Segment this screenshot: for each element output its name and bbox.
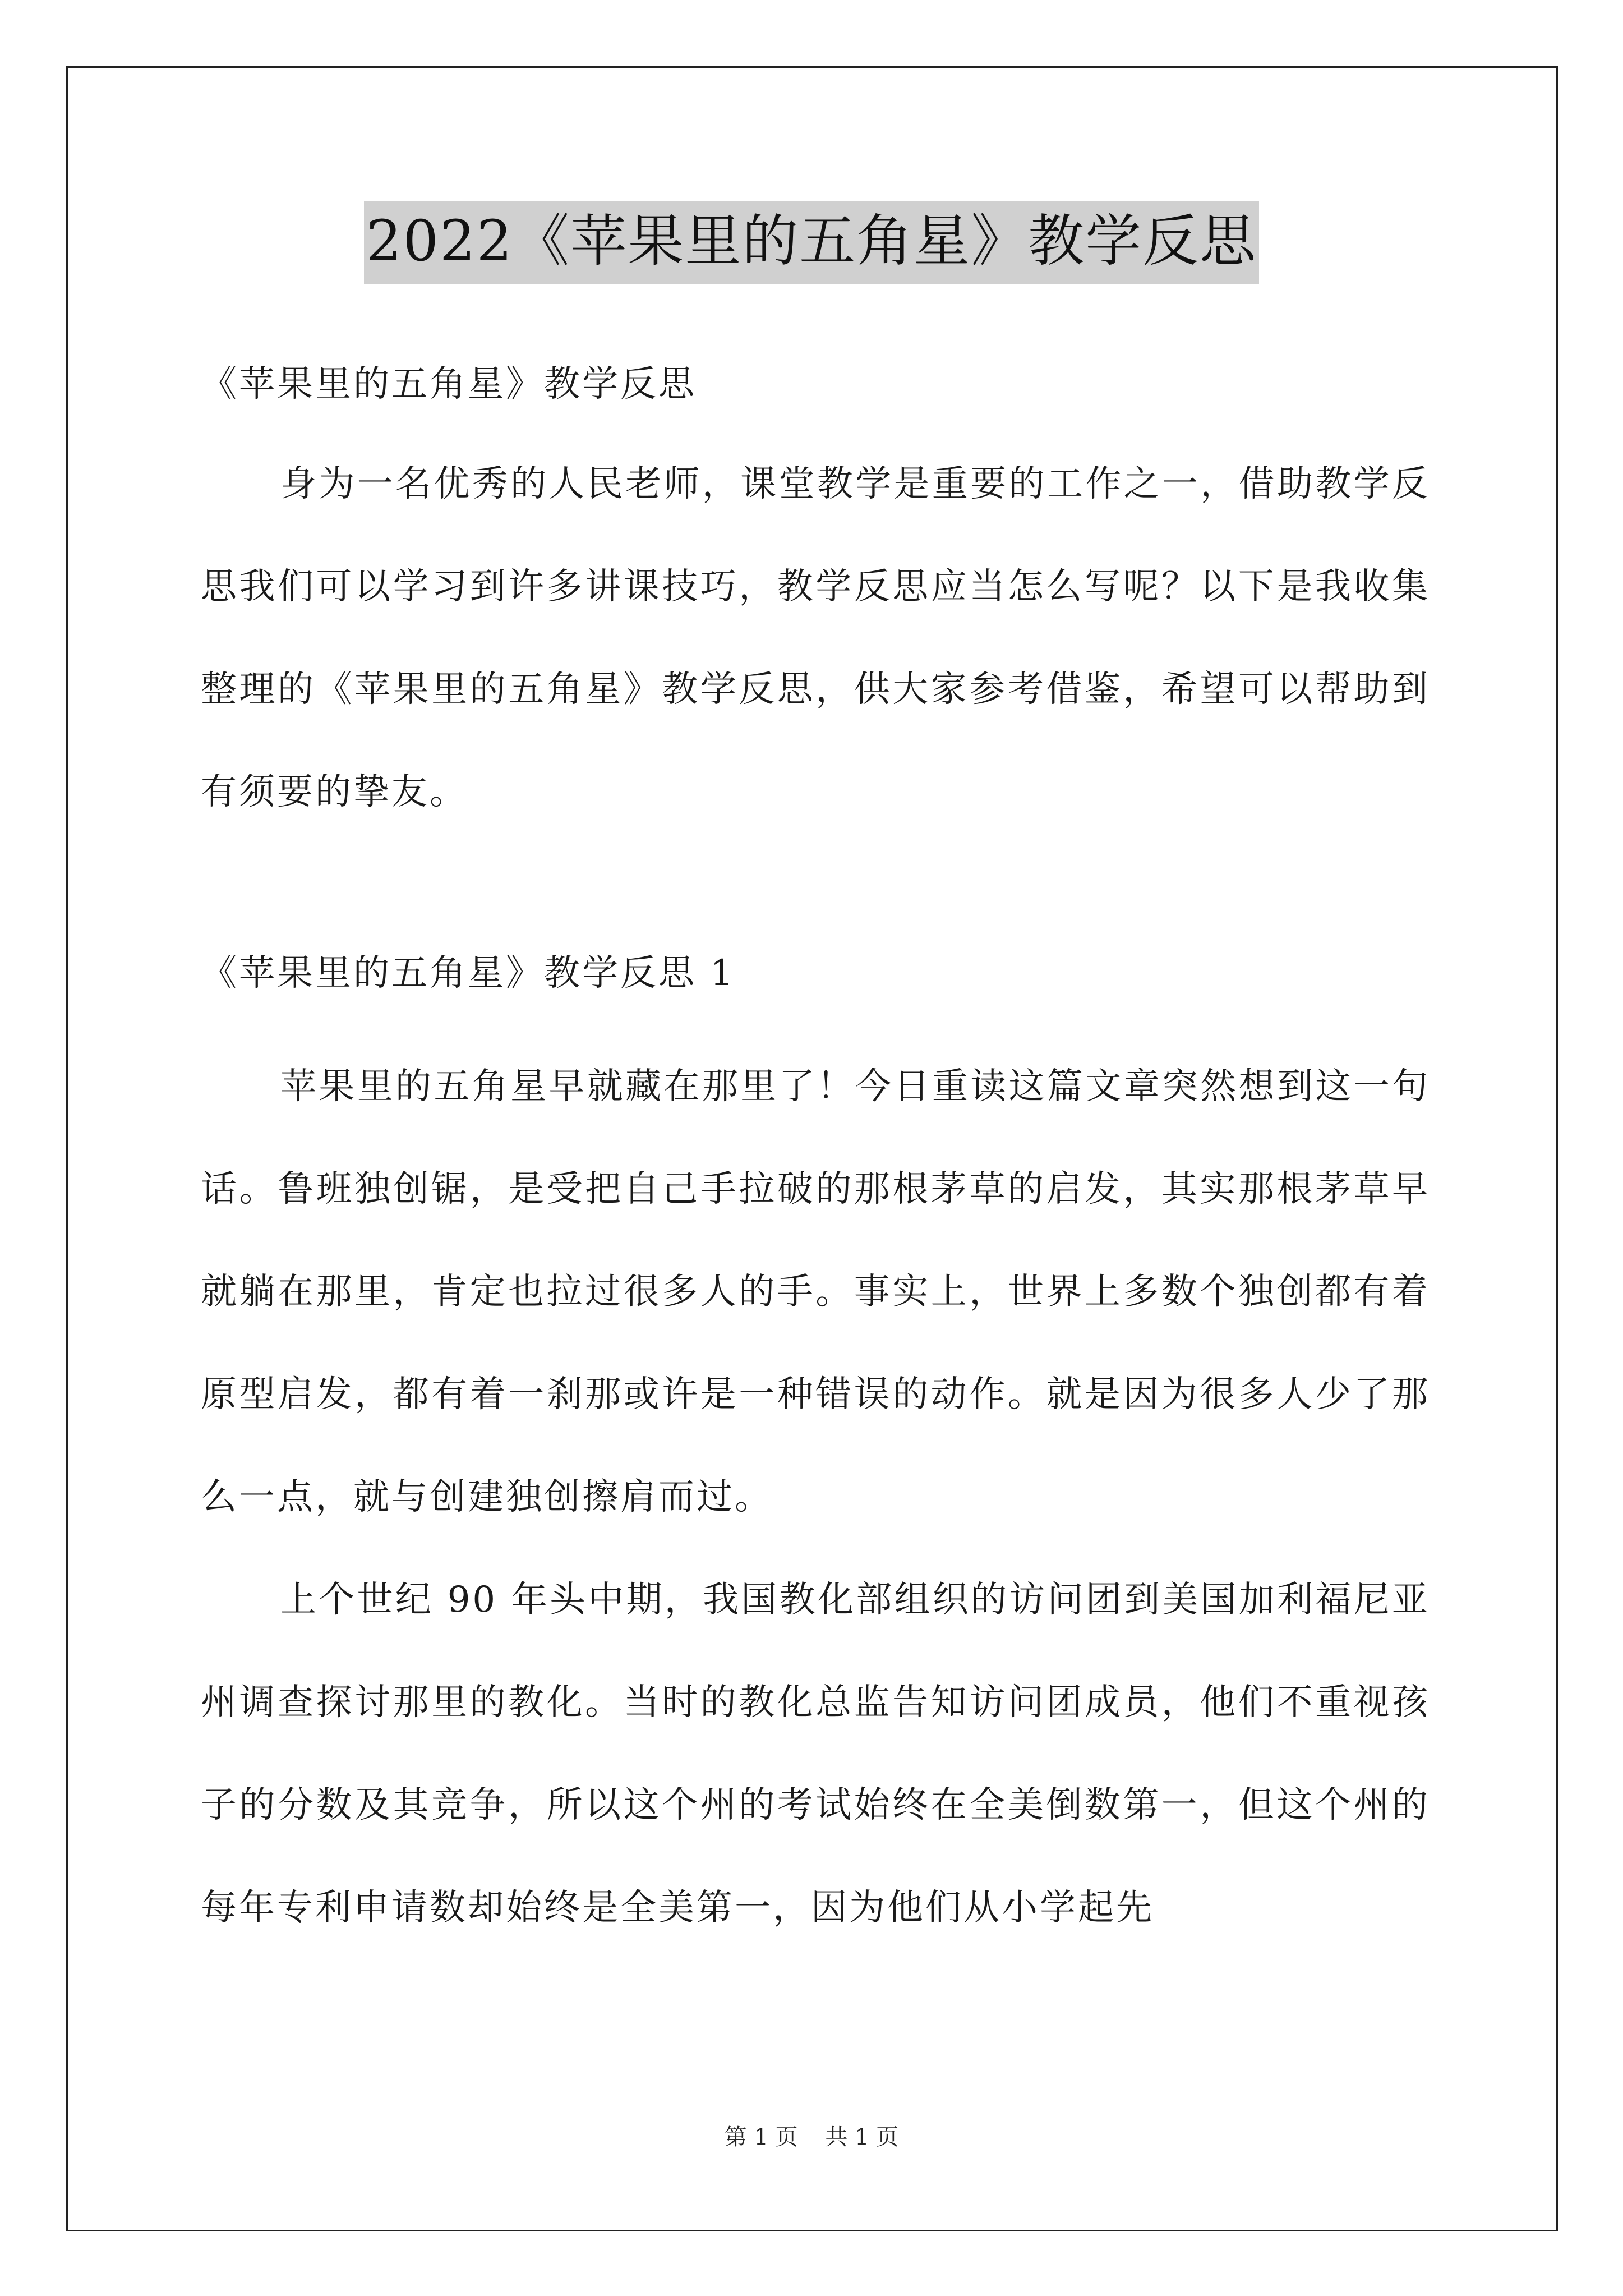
- document-title: 2022《苹果里的五角星》教学反思: [364, 201, 1260, 284]
- section-heading: 《苹果里的五角星》教学反思 1: [201, 953, 736, 994]
- page-footer: [0, 2120, 1623, 2154]
- document-body: [201, 348, 1430, 1959]
- intro-paragraph: 身为一名优秀的人民老师，课堂教学是重要的工作之一，借助教学反思我们可以学习到许多讲课技巧，教学反思应当怎么写呢？以下是我收集整理的《苹果里的五角星》教学反思，供大家参考借鉴，希望可以帮助到有须要的挚友。: [201, 463, 1430, 813]
- section-heading: 《苹果里的五角星》教学反思: [201, 364, 697, 405]
- body-paragraph: 苹果里的五角星早就藏在那里了！今日重读这篇文章突然想到这一句话。鲁班独创锯，是受把自己手拉破的那根茅草的启发，其实那根茅草早就躺在那里，肯定也拉过很多人的手。事实上，世界上多数个独创都有着原型启发，都有着一刹那或许是一种错误的动作。就是因为很多人少了那么一点，就与创建独创擦肩而过。: [201, 1066, 1430, 1518]
- title-container: [0, 201, 1623, 284]
- body-paragraph: 上个世纪 90 年头中期，我国教化部组织的访问团到美国加利福尼亚州调查探讨那里的教化。当时的教化总监告知访问团成员，他们不重视孩子的分数及其竞争，所以这个州的考试始终在全美倒数第一，但这个州的每年专利申请数却始终是全美第一，因为他们从小学起先: [201, 1579, 1430, 1929]
- page-total: 共 1 页: [825, 2124, 899, 2150]
- page-number: 第 1 页: [724, 2124, 798, 2150]
